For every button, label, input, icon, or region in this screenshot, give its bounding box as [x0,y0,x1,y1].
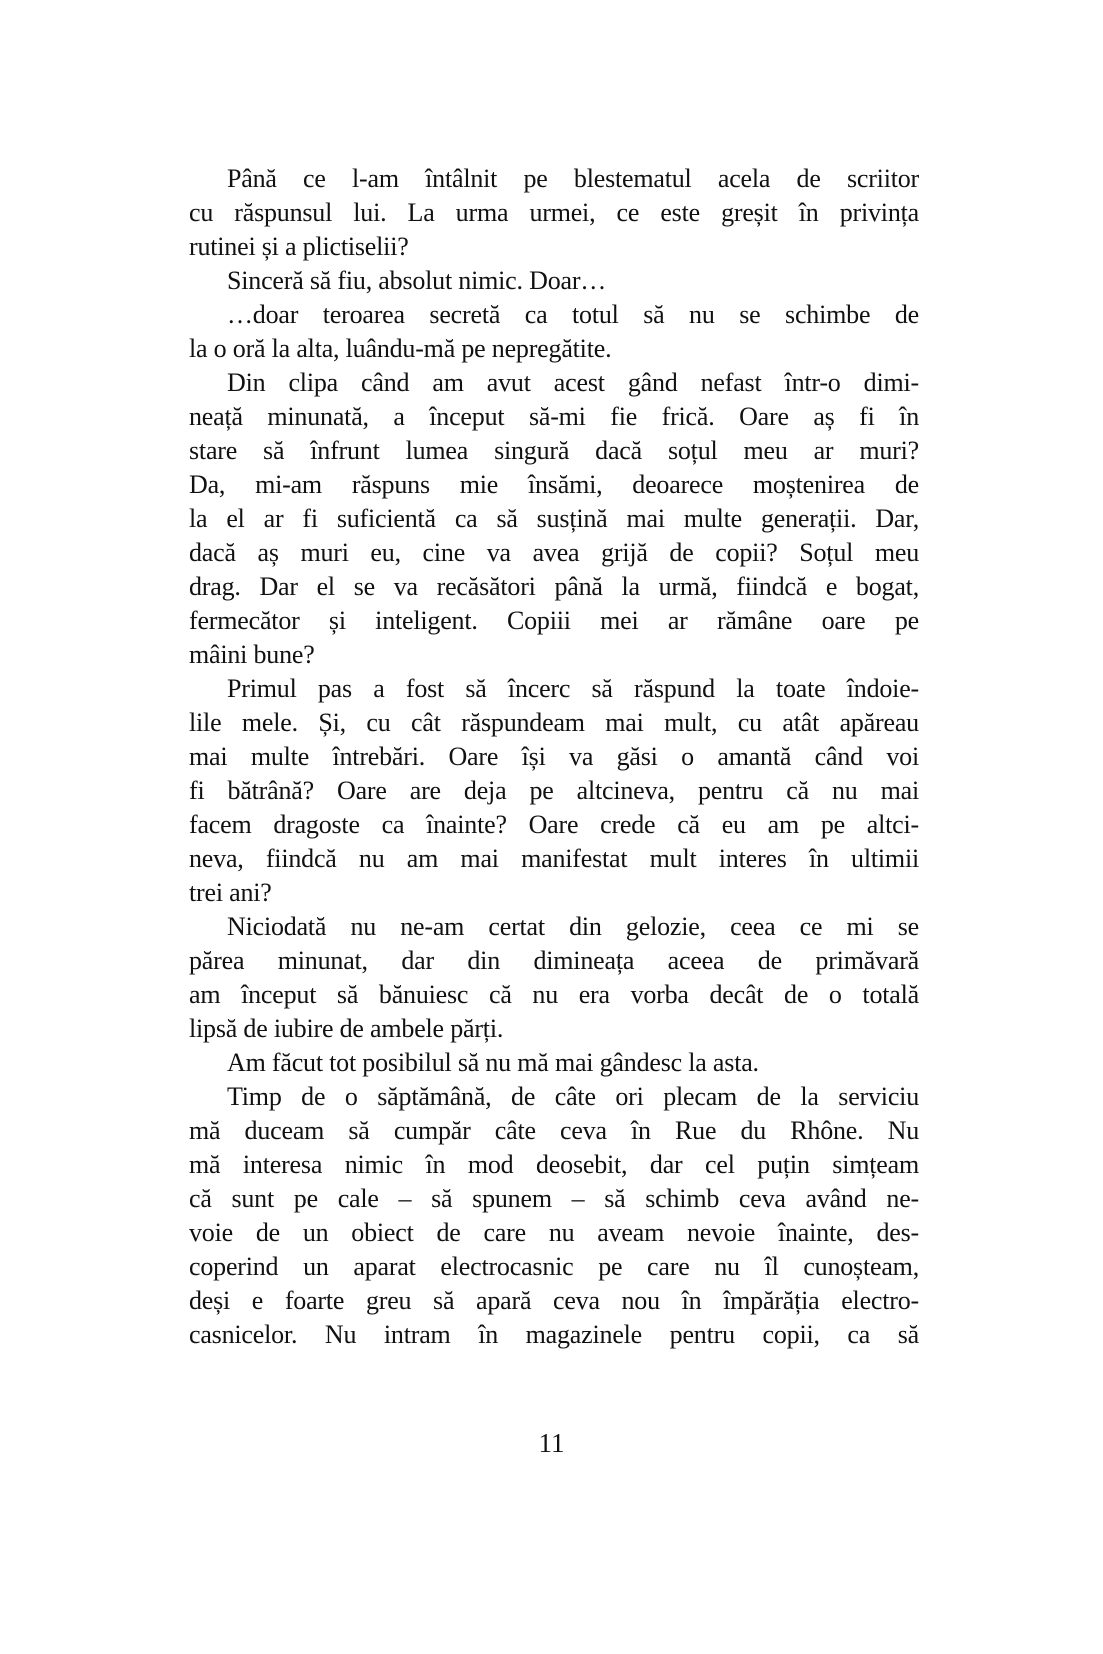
text-line: lipsă de iubire de ambele părți. [189,1014,504,1043]
page-number: 11 [538,1428,565,1458]
text-line: stare să înfrunt lumea singură dacă soțul meu ar muri? [189,436,919,465]
text-line: fi bătrână? Oare are deja pe altcineva, pentru că nu mai [189,776,919,805]
text-line: Până ce l-am întâlnit pe blestematul acela de scriitor [227,164,919,193]
paragraph [189,910,919,1046]
text-line: mâini bune? [189,640,315,669]
text-line: Da, mi-am răspuns mie însămi, deoarece moștenirea de [189,470,919,499]
text-line: că sunt pe cale – să spunem – să schimb ceva având ne- [189,1184,919,1213]
paragraph [189,264,919,298]
text-line: trei ani? [189,878,272,907]
text-line: …doar teroarea secretă ca totul să nu se schimbe de [227,300,919,329]
text-line: lile mele. Și, cu cât răspundeam mai mult, cu atât apăreau [189,708,919,737]
text-line: am început să bănuiesc că nu era vorba decât de o totală [189,980,919,1009]
text-line: cu răspunsul lui. La urma urmei, ce este greșit în privința [189,198,919,227]
text-line: mă duceam să cumpăr câte ceva în Rue du Rhône. Nu [189,1116,919,1145]
text-line: Timp de o săptămână, de câte ori plecam de la serviciu [227,1082,919,1111]
text-line: mai multe întrebări. Oare își va găsi o amantă când voi [189,742,919,771]
text-line: coperind un aparat electrocasnic pe care nu îl cunoșteam, [189,1252,919,1281]
paragraph [189,672,919,910]
paragraph [189,1046,919,1080]
text-line: fermecător și inteligent. Copiii mei ar rămâne oare pe [189,606,919,635]
text-line: deși e foarte greu să apară ceva nou în împărăția electro- [189,1286,919,1315]
text-line: neva, fiindcă nu am mai manifestat mult interes în ultimii [189,844,919,873]
text-line: părea minunat, dar din dimineața aceea de primăvară [189,946,919,975]
text-line: rutinei și a plictiselii? [189,232,409,261]
text-line: neață minunată, a început să-mi fie frică. Oare aș fi în [189,402,919,431]
text-line: Niciodată nu ne-am certat din gelozie, ceea ce mi se [227,912,919,941]
text-line: dacă aș muri eu, cine va avea grijă de copii? Soțul meu [189,538,919,567]
text-line: Primul pas a fost să încerc să răspund la toate îndoie- [227,674,919,703]
text-line: Sinceră să fiu, absolut nimic. Doar… [227,266,607,295]
text-line: drag. Dar el se va recăsători până la urmă, fiindcă e bogat, [189,572,919,601]
text-line: la o oră la alta, luându-mă pe nepregătite. [189,334,612,363]
text-line: Din clipa când am avut acest gând nefast într-o dimi- [227,368,919,397]
paragraph [189,1080,919,1352]
text-line: facem dragoste ca înainte? Oare crede că eu am pe altci- [189,810,919,839]
text-line: mă interesa nimic în mod deosebit, dar cel puțin simțeam [189,1150,919,1179]
paragraph [189,162,919,264]
text-line: Am făcut tot posibilul să nu mă mai gândesc la asta. [227,1048,759,1077]
text-line: la el ar fi suficientă ca să susțină mai multe generații. Dar, [189,504,919,533]
text-line: voie de un obiect de care nu aveam nevoie înainte, des- [189,1218,919,1247]
text-line: casnicelor. Nu intram în magazinele pentru copii, ca să [189,1320,919,1349]
paragraph [189,366,919,672]
body-text [189,162,919,1352]
paragraph [189,298,919,366]
